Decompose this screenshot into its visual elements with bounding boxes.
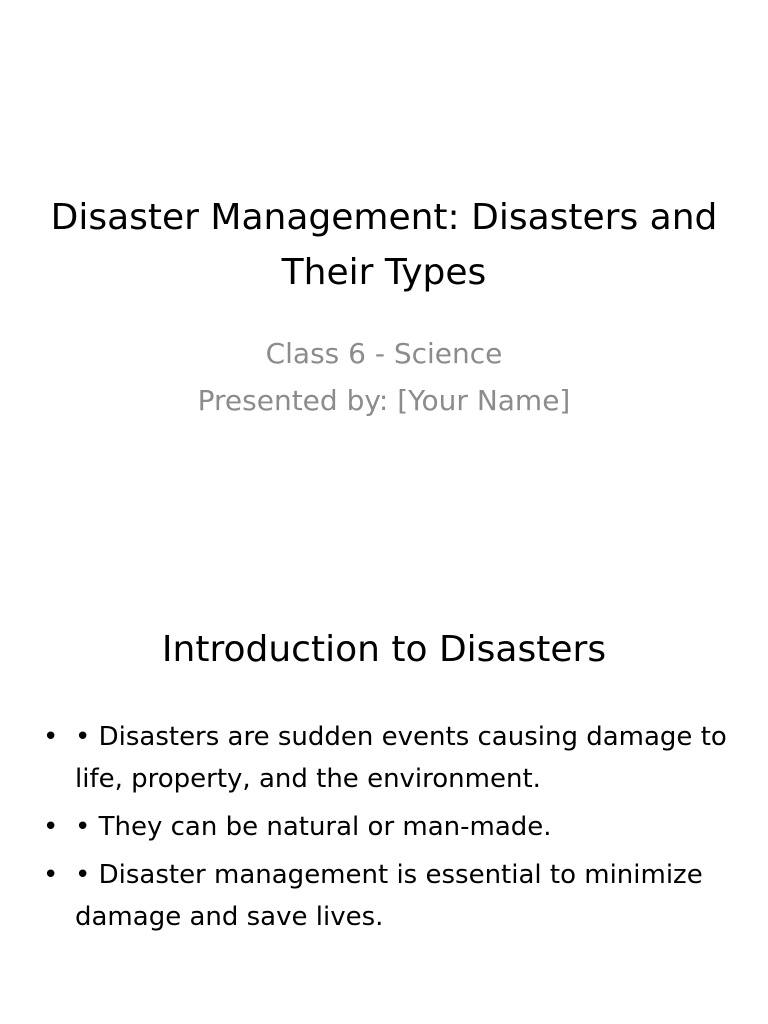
slide-title: Introduction to Disasters bbox=[161, 629, 607, 670]
bullet-item bbox=[38, 806, 728, 848]
bullet-list bbox=[38, 716, 728, 944]
presentation-title: Disaster Management: Disasters and Their Types bbox=[50, 197, 718, 293]
subtitle-presenter: Presented by: [Your Name] bbox=[197, 384, 571, 417]
bullet-text: • They can be natural or man-made. bbox=[75, 812, 552, 842]
bullet-marker: • bbox=[43, 812, 59, 842]
bullet-text: • Disaster management is essential to minimize damage and save lives. bbox=[75, 860, 703, 932]
subtitle-class: Class 6 - Science bbox=[265, 337, 503, 370]
subtitle-block bbox=[40, 330, 728, 424]
bullet-item bbox=[38, 716, 728, 800]
bullet-marker: • bbox=[43, 860, 59, 890]
bullet-text: • Disasters are sudden events causing damage to life, property, and the environment. bbox=[75, 722, 727, 794]
bullet-marker: • bbox=[43, 722, 59, 752]
content-slide bbox=[0, 512, 768, 1024]
bullet-item bbox=[38, 854, 728, 938]
